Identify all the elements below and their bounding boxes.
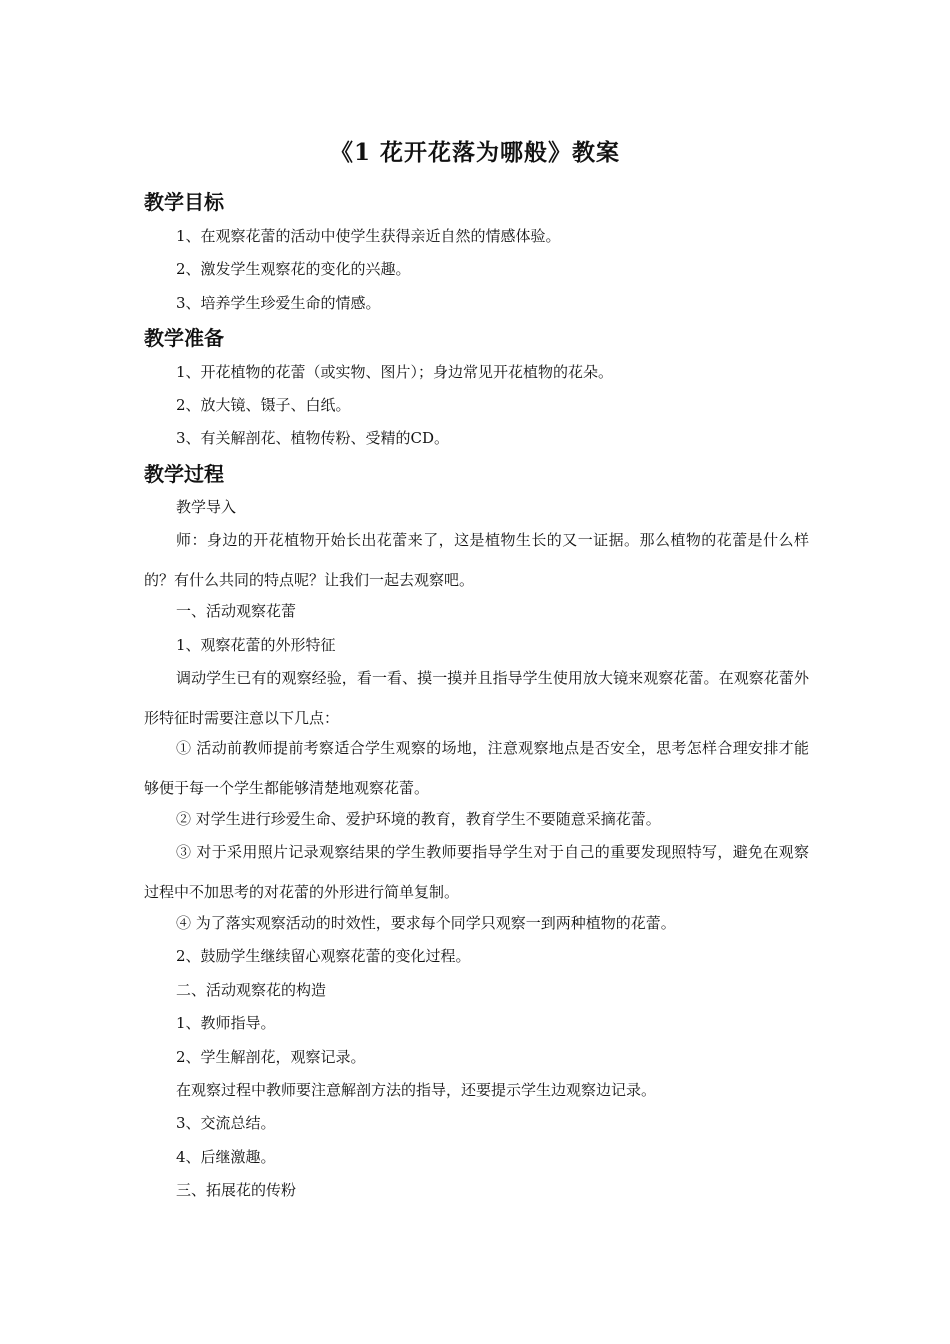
intro-label: 教学导入 [176,498,237,516]
prep-item: 2、放大镜、镊子、白纸。 [176,396,351,414]
part3-title: 三、拓展花的传粉 [176,1181,297,1199]
document-title: 《1 花开花落为哪般》教案 [329,139,620,166]
note-4: ④ 为了落实观察活动的时效性，要求每个同学只观察一到两种植物的花蕾。 [176,914,676,932]
goal-item: 3、培养学生珍爱生命的情感。 [176,294,381,312]
heading-process: 教学过程 [144,462,224,486]
part2-item: 3、交流总结。 [176,1114,276,1132]
goal-item: 1、在观察花蕾的活动中使学生获得亲近自然的情感体验。 [176,227,561,245]
note-1: ① 活动前教师提前考察适合学生观察的场地，注意观察地点是否安全，思考怎样合理安排才能够便于每一个学生都能够清楚地观察花蕾。 [144,739,809,797]
part2-item: 2、学生解剖花，观察记录。 [176,1048,366,1066]
part2-item: 在观察过程中教师要注意解剖方法的指导，还要提示学生边观察边记录。 [176,1081,657,1099]
part1-paragraph: 调动学生已有的观察经验，看一看、摸一摸并且指导学生使用放大镜来观察花蕾。在观察花蕾外形特征时需要注意以下几点： [144,669,809,727]
prep-item: 3、有关解剖花、植物传粉、受精的CD。 [176,429,450,447]
note-2: ② 对学生进行珍爱生命、爱护环境的教育，教育学生不要随意采摘花蕾。 [176,810,661,828]
part1-subtitle-2: 2、鼓励学生继续留心观察花蕾的变化过程。 [176,947,471,965]
prep-item: 1、开花植物的花蕾（或实物、图片）；身边常见开花植物的花朵。 [176,363,614,381]
note-3: ③ 对于采用照片记录观察结果的学生教师要指导学生对于自己的重要发现照特写，避免在观察过程中不加思考的对花蕾的外形进行简单复制。 [144,843,809,901]
part2-item: 1、教师指导。 [176,1014,276,1032]
part2-item: 4、后继激趣。 [176,1148,276,1166]
part1-title: 一、活动观察花蕾 [176,602,297,620]
heading-prep: 教学准备 [144,326,224,350]
intro-paragraph: 师：身边的开花植物开始长出花蕾来了，这是植物生长的又一证据。那么植物的花蕾是什么样的？有什么共同的特点呢？让我们一起去观察吧。 [144,531,809,589]
part2-title: 二、活动观察花的构造 [176,981,327,999]
goal-item: 2、激发学生观察花的变化的兴趣。 [176,260,411,278]
heading-goals: 教学目标 [144,190,224,214]
part1-subtitle-1: 1、观察花蕾的外形特征 [176,636,336,654]
